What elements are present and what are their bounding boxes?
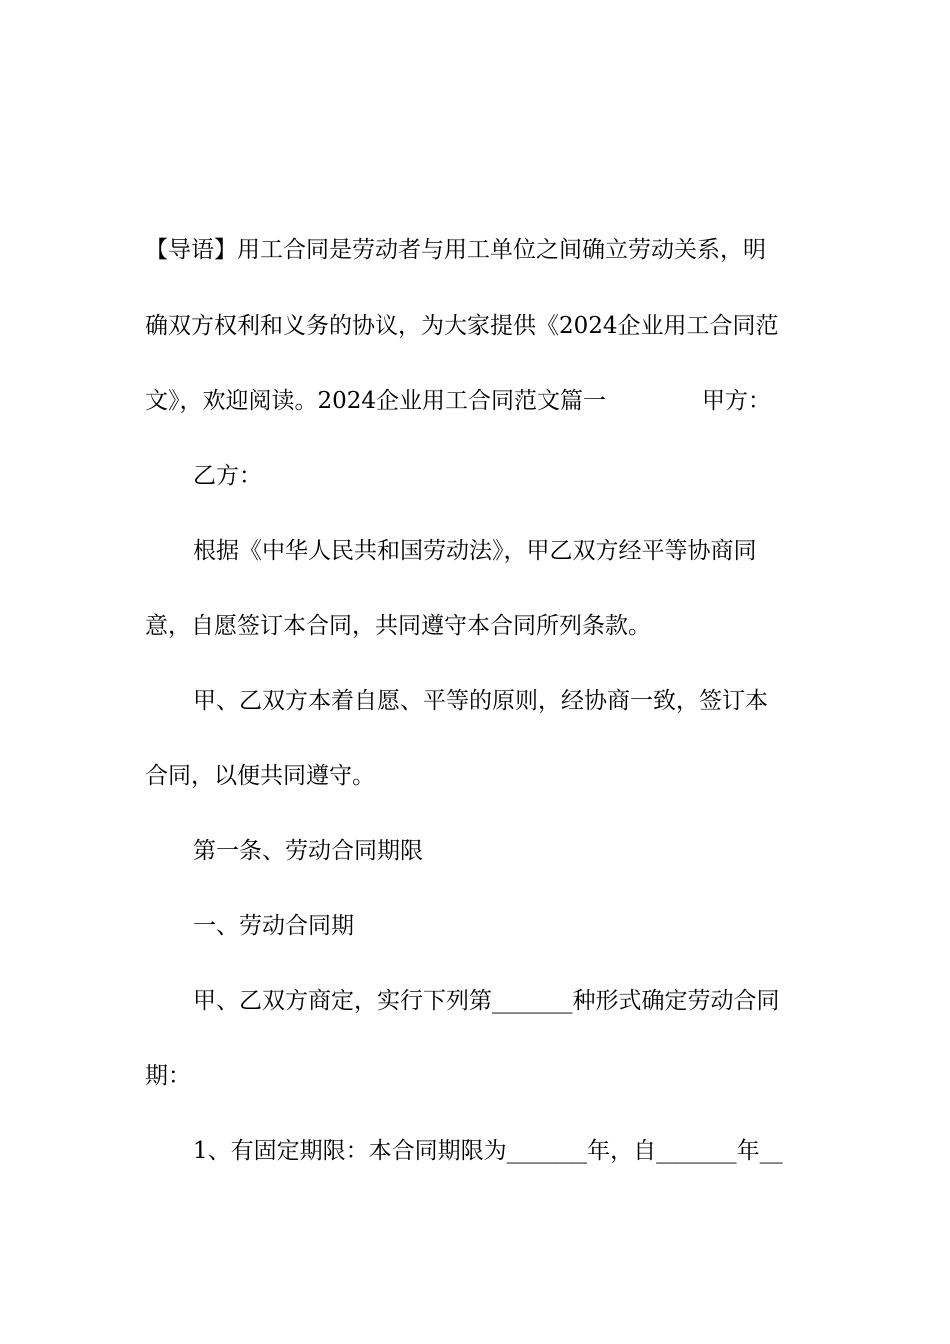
intro-line-2: 确双方权利和义务的协议，为大家提供《2024企业用工合同范 [145,313,779,339]
fixed-term-line: 1、有固定期限：本合同期限为_______年，自_______年__ [193,1138,783,1164]
term-form-line-1: 甲、乙双方商定，实行下列第_______种形式确定劳动合同 [193,988,780,1014]
intro-line-3 [145,386,810,416]
party-a-label: 甲方： [702,388,772,414]
intro-line-1: 【导语】用工合同是劳动者与用工单位之间确立劳动关系，明 [145,237,766,263]
principle-line-2: 合同，以便共同遵守。 [145,763,375,789]
intro-line-3-text: 文》，欢迎阅读。2024企业用工合同范文篇一 [145,388,607,414]
party-b-label: 乙方： [193,463,262,489]
principle-line-1: 甲、乙双方本着自愿、平等的原则，经协商一致，签订本 [193,688,768,714]
term-form-line-2: 期： [145,1063,191,1089]
section-1-heading: 一、劳动合同期 [193,913,354,939]
article-1-heading: 第一条、劳动合同期限 [193,838,423,864]
basis-line-1: 根据《中华人民共和国劳动法》，甲乙双方经平等协商同 [193,538,757,564]
basis-line-2: 意，自愿签订本合同，共同遵守本合同所列条款。 [145,613,651,639]
